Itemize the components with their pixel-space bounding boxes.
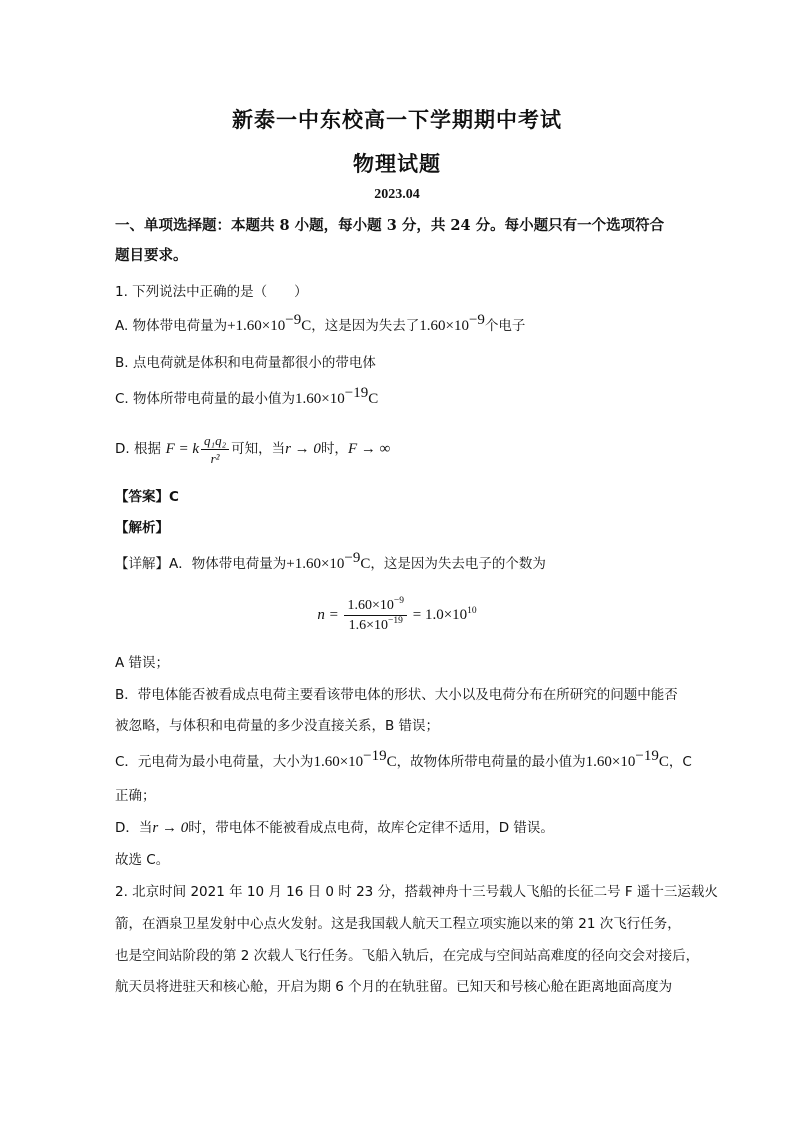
detail-unit: C [360, 556, 371, 572]
option-c-prefix: C. 物体所带电荷量的最小值为 [115, 391, 296, 407]
q1-c-explain [115, 748, 692, 772]
q1-b-line2: 被忽略，与体积和电荷量的多少没直接关系，B 错误； [115, 718, 440, 734]
formula-num-base: 1.60×10 [347, 598, 394, 613]
option-a-suffix: 个电子 [484, 318, 526, 334]
formula-rhs-base: = 1.0×10 [412, 606, 468, 623]
option-a-mid: ，这是因为失去了 [311, 318, 420, 334]
q1-option-d [115, 430, 390, 468]
exam-date: 2023.04 [374, 187, 420, 202]
option-c-exp: −19 [344, 385, 369, 401]
formula-num-exp: −9 [393, 596, 404, 606]
d-cond: r → 0 [152, 820, 189, 836]
option-d-result: F → ∞ [347, 441, 391, 457]
q2-line3: 也是空间站阶段的第 2 次载人飞行任务。飞船入轨后，在完成与空间站高难度的径向交会对接后， [115, 948, 700, 964]
formula-den-exp: −19 [388, 616, 403, 626]
formula-fraction [344, 596, 407, 635]
d-prefix: D．当 [115, 820, 153, 836]
q2-line1: 2. 北京时间 2021 年 10 月 16 日 0 时 23 分，搭载神舟十三号载人飞船的长征二号 F 遥十三运载火 [115, 884, 718, 900]
c-value2: 1.60×10 [585, 754, 636, 770]
section-heading-line1: 一、单项选择题：本题共 8 小题，每小题 3 分，共 24 分。每小题只有一个选项符合 [115, 217, 665, 234]
q2-line2: 箭，在酒泉卫星发射中心点火发射。这是我国载人航天工程立项实施以来的第 21 次飞行任务， [115, 916, 681, 932]
c-unit2: C [658, 754, 669, 770]
formula-rhs-exp: 10 [467, 605, 477, 616]
q1-c-line2: 正确； [115, 788, 156, 804]
c-prefix: C．元电荷为最小电荷量，大小为 [115, 754, 314, 770]
option-c-value: 1.60×10 [295, 391, 345, 407]
option-d-numerator: q₁q₂ [201, 432, 229, 450]
detail-exp: −9 [344, 550, 361, 566]
option-d-denominator: r² [210, 450, 220, 466]
q1-conclusion: 故选 C。 [115, 852, 170, 868]
q1-detail-a [115, 550, 546, 574]
option-d-formula-lhs: F = k [165, 441, 200, 457]
q1-analysis-label: 【解析】 [115, 520, 169, 536]
formula-den-base: 1.6×10 [348, 618, 388, 633]
option-a-value2: 1.60×10 [419, 318, 469, 334]
option-d-mid2: 时， [320, 441, 348, 457]
q2-line4: 航天员将进驻天和核心舱，开启为期 6 个月的在轨驻留。已知天和号核心舱在距离地面高度为 [115, 979, 673, 995]
q1-d-explain [115, 818, 554, 838]
option-c-unit: C [368, 391, 379, 407]
option-a-exp: −9 [285, 312, 302, 328]
detail-suffix: ，这是因为失去电子的个数为 [370, 556, 546, 572]
formula-denominator [344, 616, 407, 635]
formula-numerator [344, 596, 407, 616]
c-exp: −19 [363, 748, 387, 764]
option-d-mid: 可知，当 [231, 441, 286, 457]
q1-a-wrong: A 错误； [115, 655, 170, 671]
electron-count-formula [0, 596, 794, 635]
q1-option-b: B. 点电荷就是体积和电荷量都很小的带电体 [115, 355, 376, 371]
option-d-fraction [201, 432, 229, 467]
q1-option-c [115, 385, 379, 409]
c-value: 1.60×10 [313, 754, 364, 770]
detail-value: +1.60×10 [286, 556, 345, 572]
q1-b-line1: B．带电体能否被看成点电荷主要看该带电体的形状、大小以及电荷分布在所研究的问题中能否 [115, 687, 678, 703]
option-a-value: +1.60×10 [227, 318, 286, 334]
c-exp2: −19 [635, 748, 659, 764]
c-suffix: ，C [668, 754, 692, 770]
q1-answer: 【答案】C [115, 489, 179, 505]
c-unit: C [386, 754, 397, 770]
option-d-prefix: D. 根据 [115, 441, 161, 457]
exam-subtitle: 物理试题 [353, 151, 441, 176]
option-a-unit: C [301, 318, 312, 334]
q1-option-a [115, 312, 526, 336]
q1-stem: 1. 下列说法中正确的是（ ） [115, 284, 308, 300]
detail-prefix: 【详解】A．物体带电荷量为 [115, 556, 287, 572]
option-a-prefix: A. 物体带电荷量为 [115, 318, 228, 334]
formula-lhs: n = [317, 606, 339, 623]
c-mid: ，故物体所带电荷量的最小值为 [396, 754, 586, 770]
d-suffix: 时，带电体不能被看成点电荷，故库仑定律不适用，D 错误。 [188, 820, 554, 836]
section-heading-line2: 题目要求。 [115, 247, 188, 264]
exam-title: 新泰一中东校高一下学期期中考试 [232, 107, 562, 132]
option-a-exp2: −9 [468, 312, 485, 328]
option-d-cond: r → 0 [285, 441, 321, 457]
